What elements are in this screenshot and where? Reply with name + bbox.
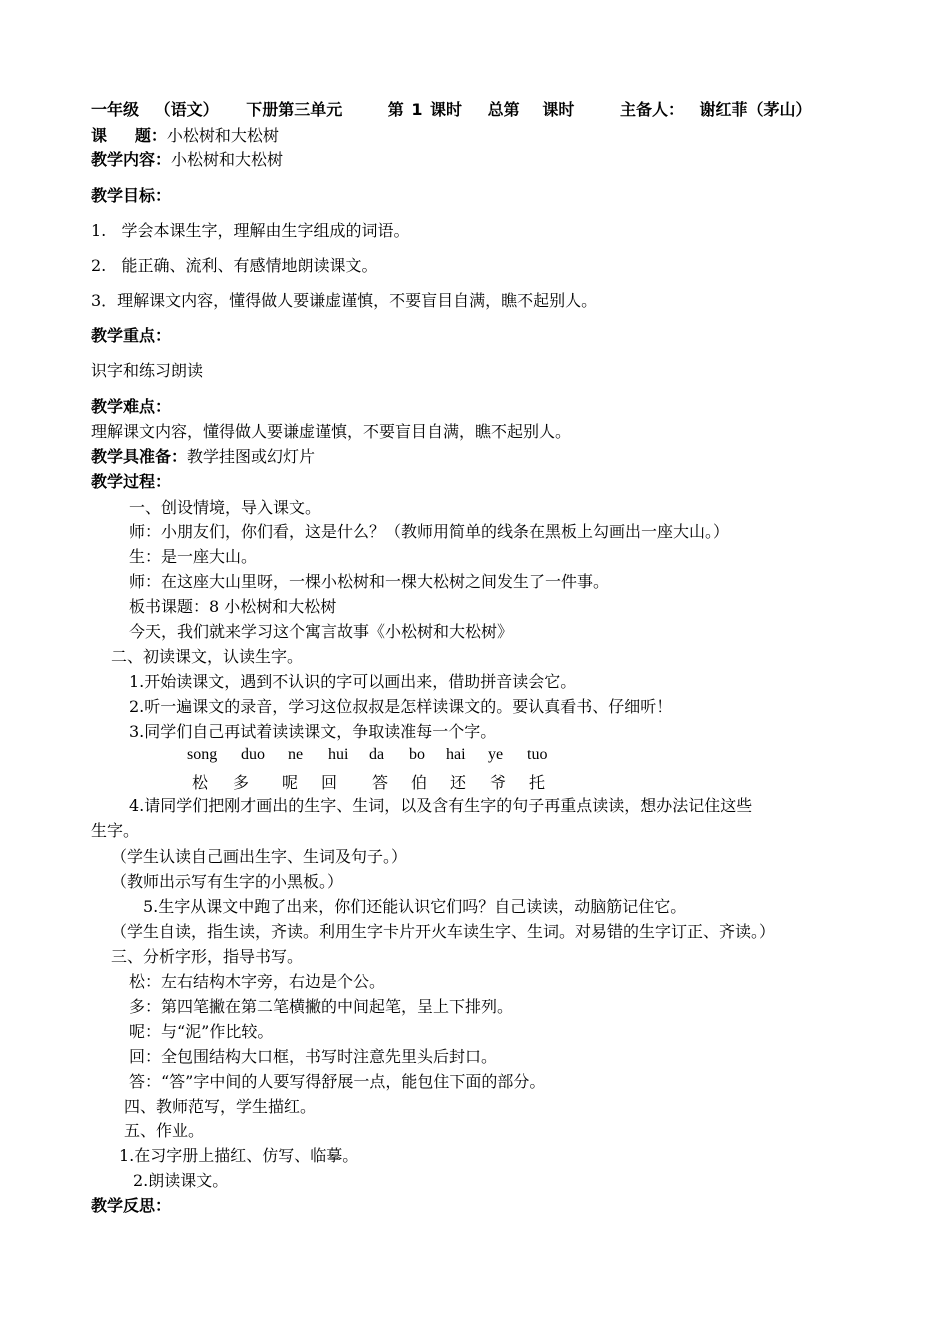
process-line: 3.同学们自己再试着读读课文，争取读准每一个字。 <box>129 722 497 741</box>
hanzi-character: 呢 <box>282 775 299 792</box>
process-line: （学生自读，指生读，齐读。利用生字卡片开火车读生字、生词。对易错的生字订正、齐读。） <box>111 922 776 941</box>
difficulties-label: 教学难点： <box>91 397 172 416</box>
process-line: 4.请同学们把刚才画出的生字、生词，以及含有生字的句子再重点读读，想办法记住这些 <box>129 796 753 815</box>
process-line: 回：全包围结构大口框，书写时注意先里头后封口。 <box>129 1047 498 1066</box>
header-subject: （语文） <box>154 100 219 119</box>
process-line: 2.朗读课文。 <box>133 1171 229 1190</box>
pinyin-syllable: da <box>369 746 385 763</box>
pinyin-syllable: ne <box>288 746 304 763</box>
process-line: 1.在习字册上描红、仿写、临摹。 <box>119 1146 359 1165</box>
hanzi-character: 还 <box>450 775 467 792</box>
pinyin-syllable: song <box>187 746 218 763</box>
materials-label: 教学具准备： <box>91 447 188 466</box>
process-line: 5.生字从课文中跑了出来，你们还能认识它们吗？自己读读，动脑筋记住它。 <box>143 897 687 916</box>
pinyin-syllable: ye <box>488 746 504 763</box>
process-line: 师：在这座大山里呀，一棵小松树和一棵大松树之间发生了一件事。 <box>129 572 610 591</box>
process-section-heading: 二、初读课文，认读生字。 <box>111 647 304 666</box>
materials-row <box>91 447 315 467</box>
process-line: 生字。 <box>91 821 140 840</box>
key-points-value: 识字和练习朗读 <box>91 361 204 380</box>
materials-value: 教学挂图或幻灯片 <box>187 447 316 466</box>
pinyin-syllable: hui <box>328 746 349 763</box>
key-points-label: 教学重点： <box>91 326 172 345</box>
process-section-heading: 五、作业。 <box>124 1121 205 1140</box>
hanzi-character: 多 <box>233 775 250 792</box>
process-line: 多：第四笔撇在第二笔横撇的中间起笔，呈上下排列。 <box>129 997 514 1016</box>
process-line: 2.听一遍课文的录音，学习这位叔叔是怎样读课文的。要认真看书、仔细听！ <box>129 697 673 716</box>
process-line: 答：“答”字中间的人要写得舒展一点，能包住下面的部分。 <box>129 1072 546 1091</box>
process-line: 师：小朋友们，你们看，这是什么？（教师用简单的线条在黑板上勾画出一座大山。） <box>129 522 730 541</box>
process-label: 教学过程： <box>91 472 172 491</box>
difficulties-value: 理解课文内容，懂得做人要谦虚谨慎，不要盲目自满，瞧不起别人。 <box>91 422 572 441</box>
pinyin-syllable: hai <box>446 746 466 763</box>
content-value: 小松树和大松树 <box>171 150 284 169</box>
hanzi-character: 回 <box>321 775 338 792</box>
header-lesson: 第 1 课时 <box>387 100 463 119</box>
goal-item-1: 1. 学会本课生字，理解由生字组成的词语。 <box>91 221 410 240</box>
header-total: 总第 课时 <box>487 100 575 119</box>
header-line <box>91 100 812 120</box>
content-label: 教学内容： <box>91 150 172 169</box>
hanzi-character: 托 <box>529 775 546 792</box>
hanzi-character: 松 <box>192 775 209 792</box>
hanzi-character: 答 <box>372 775 389 792</box>
pinyin-row <box>91 746 871 796</box>
process-line: （学生认读自己画出生字、生词及句子。） <box>111 847 408 866</box>
header-preparer-label: 主备人： <box>619 100 684 119</box>
header-grade: 一年级 <box>91 100 140 119</box>
process-line: 1.开始读课文，遇到不认识的字可以画出来，借助拼音读会它。 <box>129 672 577 691</box>
header-unit: 下册第三单元 <box>246 100 343 119</box>
process-section-heading: 三、分析字形，指导书写。 <box>111 947 304 966</box>
process-line: 呢：与“泥”作比较。 <box>129 1022 274 1041</box>
content-row <box>91 150 283 170</box>
topic-value: 小松树和大松树 <box>166 126 279 145</box>
process-line: （教师出示写有生字的小黑板。） <box>111 872 344 891</box>
topic-row <box>91 126 279 146</box>
process-line: 松：左右结构木字旁，右边是个公。 <box>129 972 386 991</box>
process-section-heading: 四、教师范写，学生描红。 <box>124 1097 317 1116</box>
goal-item-2: 2. 能正确、流利、有感情地朗读课文。 <box>91 256 378 275</box>
pinyin-syllable: bo <box>409 746 425 763</box>
process-line: 今天，我们就来学习这个寓言故事《小松树和大松树》 <box>129 622 514 641</box>
reflection-label: 教学反思： <box>91 1196 172 1215</box>
hanzi-character: 爷 <box>490 775 507 792</box>
process-line: 生：是一座大山。 <box>129 547 258 566</box>
process-line: 板书课题：8 小松树和大松树 <box>129 597 337 616</box>
pinyin-syllable: duo <box>241 746 265 763</box>
goal-item-3: 3．理解课文内容，懂得做人要谦虚谨慎，不要盲目自满，瞧不起别人。 <box>91 291 598 310</box>
header-preparer: 谢红菲（茅山） <box>699 100 812 119</box>
goals-label: 教学目标： <box>91 186 172 205</box>
process-line: 一、创设情境，导入课文。 <box>129 498 322 517</box>
pinyin-syllable: tuo <box>527 746 548 763</box>
topic-label: 课 题： <box>91 126 167 145</box>
hanzi-character: 伯 <box>411 775 428 792</box>
